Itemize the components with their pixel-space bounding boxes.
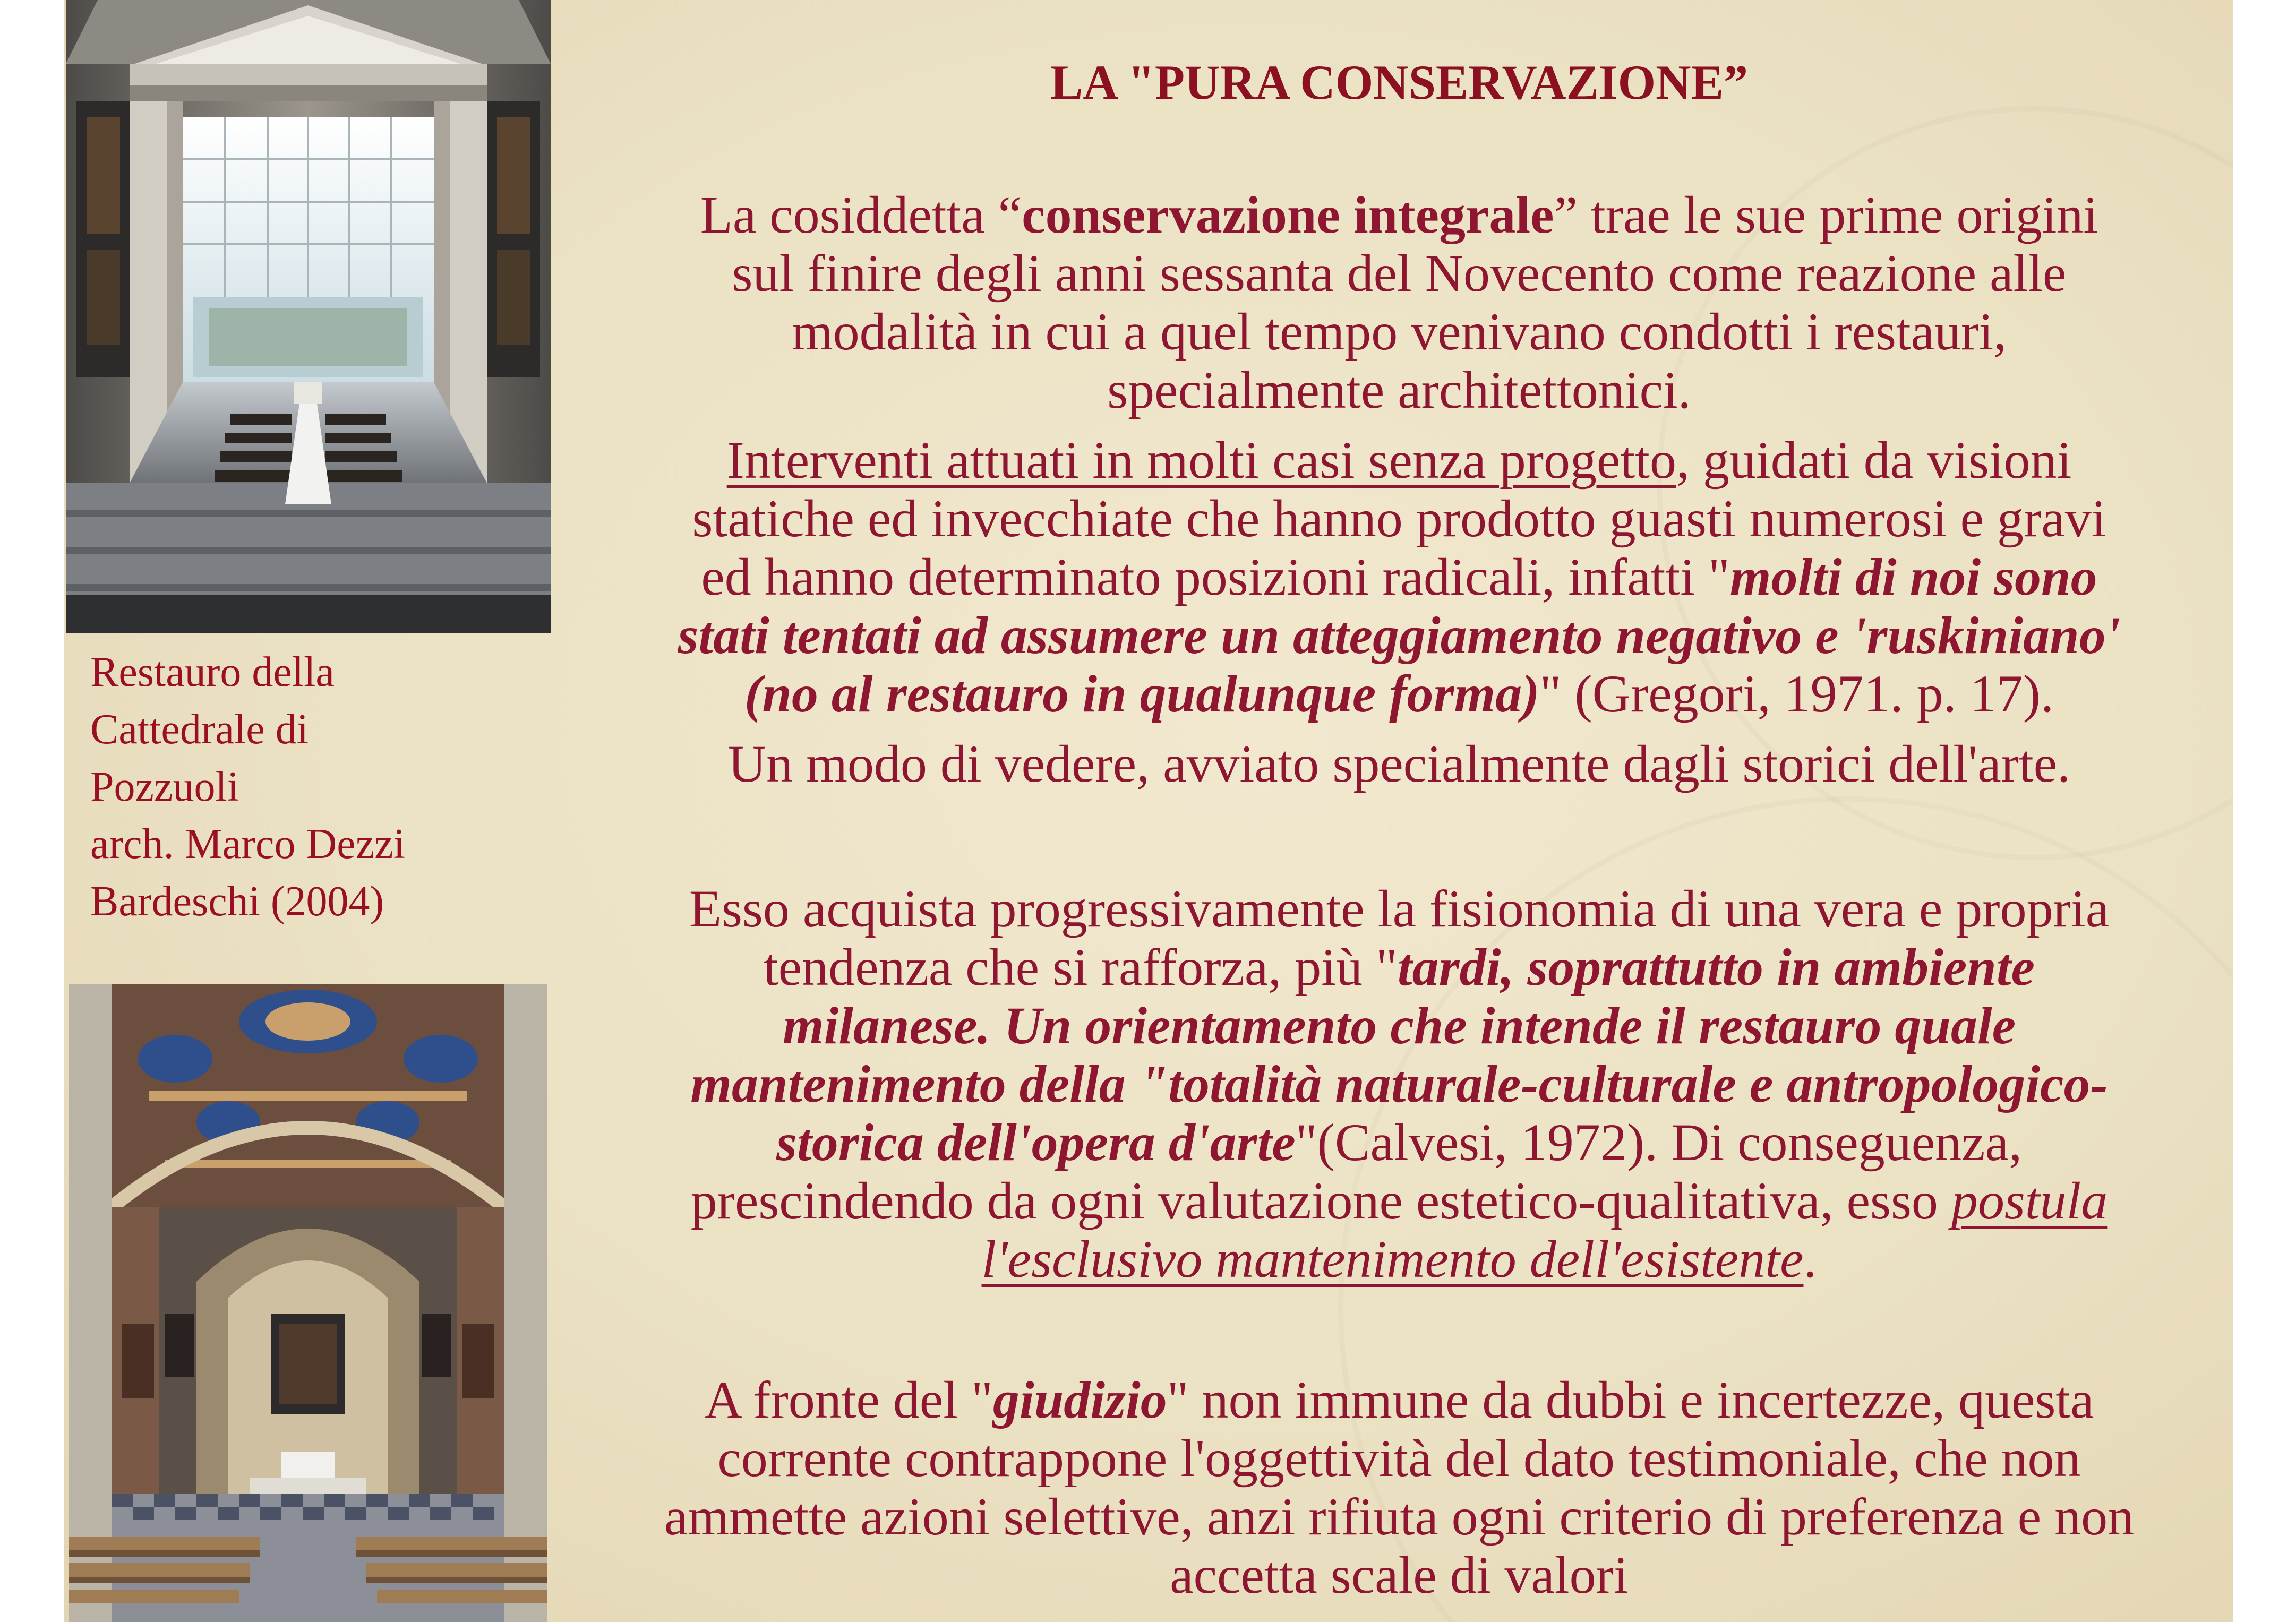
paragraph-3-line-4: mantenimento della "totalità naturale-culturale e antropologico- bbox=[690, 1054, 2108, 1113]
chapel-interior-photo bbox=[69, 984, 547, 1622]
paragraph-1-line-2: sul finire degli anni sessanta del Novecento come reazione alle bbox=[732, 244, 2067, 303]
text-run: " (Gregori, 1971. p. 17). bbox=[1539, 664, 2054, 723]
paragraph-4-line-4: accetta scale di valori bbox=[1170, 1546, 1629, 1604]
text-run: , guidati da visioni bbox=[1676, 431, 2072, 490]
paragraph-3-line-5 bbox=[563, 1113, 2233, 1172]
underlined-text: Interventi attuati in molti casi senza progetto bbox=[726, 431, 1676, 490]
paragraph-1-line-3: modalità in cui a quel tempo venivano condotti i restauri, bbox=[791, 302, 2007, 361]
slide-title: LA "PURA CONSERVAZIONE” bbox=[1050, 55, 1748, 109]
underlined-italic-text: postula bbox=[1951, 1171, 2108, 1230]
paragraph-2-line-1 bbox=[563, 431, 2233, 490]
paragraph-2-line-3 bbox=[563, 548, 2233, 606]
text-run: A fronte del " bbox=[704, 1370, 993, 1429]
paragraph-3-line-2 bbox=[563, 938, 2233, 997]
caption-line: Pozzuoli bbox=[90, 763, 239, 810]
paragraph-2-line-6: Un modo di vedere, avviato specialmente dagli storici dell'arte. bbox=[727, 734, 2071, 793]
bold-term: conservazione integrale bbox=[1022, 185, 1554, 244]
text-run: ” trae le sue prime origini bbox=[1554, 185, 2098, 244]
caption-line: arch. Marco Dezzi bbox=[90, 821, 405, 868]
text-run: tendenza che si rafforza, più " bbox=[763, 938, 1398, 997]
paragraph-2-line-4: stati tentati ad assumere un atteggiamento negativo e 'ruskiniano' bbox=[678, 606, 2121, 665]
paragraph-1-line-4: specialmente architettonici. bbox=[1107, 361, 1691, 419]
caption-line: Restauro della bbox=[90, 649, 335, 696]
text-run: "(Calvesi, 1972). Di conseguenza, bbox=[1295, 1113, 2022, 1172]
bold-italic-quote: storica dell'opera d'arte bbox=[776, 1113, 1296, 1172]
text-run: . bbox=[1803, 1230, 1817, 1289]
caption-line: Cattedrale di bbox=[90, 706, 309, 753]
paragraph-4-line-1 bbox=[563, 1371, 2233, 1429]
paragraph-4-line-3: ammette azioni selettive, anzi rifiuta ogni criterio di preferenza e non bbox=[664, 1487, 2135, 1546]
underlined-italic-text: l'esclusivo mantenimento dell'esistente bbox=[981, 1230, 1804, 1289]
bold-italic-quote: (no al restauro in qualunque forma) bbox=[744, 664, 1540, 723]
paragraph-3-line-3: milanese. Un orientamento che intende il restauro quale bbox=[782, 996, 2016, 1055]
paragraph-3-line-6 bbox=[563, 1172, 2233, 1230]
text-run: " non immune da dubbi e incertezze, questa bbox=[1167, 1370, 2094, 1429]
paragraph-2-line-2: statiche ed invecchiate che hanno prodotto guasti numerosi e gravi bbox=[692, 489, 2106, 548]
caption-line: Bardeschi (2004) bbox=[90, 878, 384, 925]
text-run: La cosiddetta “ bbox=[700, 185, 1022, 244]
paragraph-3-line-1: Esso acquista progressivamente la fisionomia di una vera e propria bbox=[689, 879, 2110, 938]
bold-italic-quote: tardi, soprattutto in ambiente bbox=[1397, 938, 2035, 997]
paragraph-4-line-2: corrente contrappone l'oggettività del dato testimoniale, che non bbox=[717, 1429, 2081, 1488]
slide bbox=[64, 0, 2233, 1622]
text-run: prescindendo da ogni valutazione estetico-qualitativa, esso bbox=[690, 1171, 1951, 1230]
paragraph-1-line-1 bbox=[563, 186, 2233, 244]
photo-caption bbox=[90, 643, 494, 930]
cathedral-interior-photo bbox=[66, 0, 551, 633]
paragraph-2-line-5 bbox=[563, 665, 2233, 723]
bold-italic-quote: molti di noi sono bbox=[1729, 547, 2097, 606]
text-run: ed hanno determinato posizioni radicali, infatti " bbox=[701, 547, 1730, 606]
bold-italic-term: giudizio bbox=[992, 1370, 1167, 1429]
paragraph-3-line-7 bbox=[563, 1230, 2233, 1289]
